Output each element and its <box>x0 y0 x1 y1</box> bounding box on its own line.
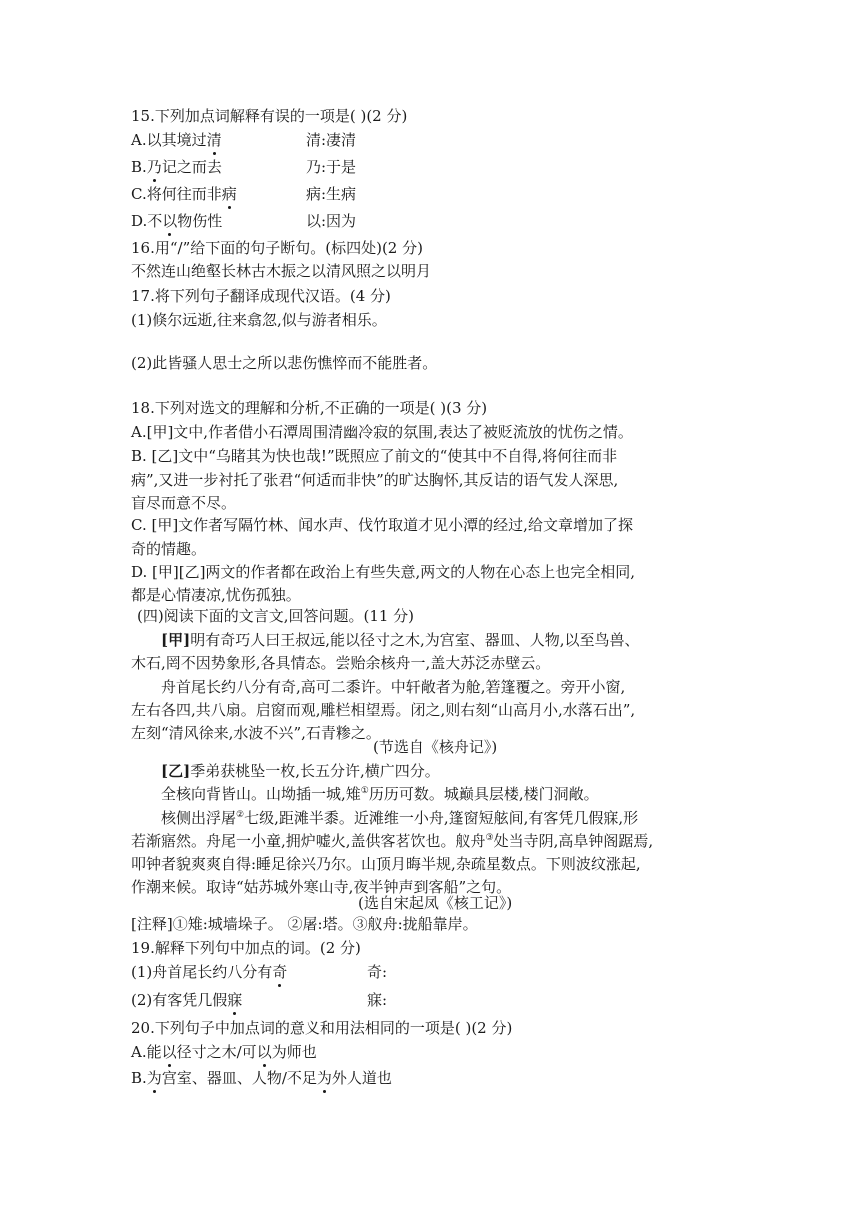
jia-paragraph-2-line2: 左右各四,共八扇。启窗而观,雕栏相望焉。闭之,则右刻“山高月小,水落石出”, <box>131 701 636 719</box>
section4-title: (四)阅读下面的文言文,回答问题。(11 分) <box>137 607 415 625</box>
yi-paragraph-3-line2: 若渐寤然。舟尾一小童,拥炉嘘火,盖供客茗饮也。舣舟③处当寺阴,高阜钟阁踞焉, <box>131 832 654 850</box>
q18-option-b-line1: B. [乙]文中“乌睹其为快也哉!”既照应了前文的“使其中不自得,将何往而非 <box>131 447 618 465</box>
q19-gloss-2: 寐: <box>367 991 388 1009</box>
q19-stem: 19.解释下列句中加点的词。(2 分) <box>131 939 361 957</box>
q18-option-c-line1: C. [甲]文作者写隔竹林、闻水声、伐竹取道才见小潭的经过,给文章增加了探 <box>131 516 633 534</box>
yi-paragraph-2: 全核向背皆山。山坳插一城,雉①历历可数。城巅具层楼,楼门洞敞。 <box>161 785 599 803</box>
yi-paragraph-3-line1: 核侧出浮屠②七级,距滩半黍。近滩维一小舟,篷窗短舷间,有客凭几假寐,形 <box>161 809 639 827</box>
q18-option-a: A.[甲]文中,作者借小石潭周围清幽冷寂的氛围,表达了被贬流放的忧伤之情。 <box>131 423 633 441</box>
jia-paragraph-2-line1: 舟首尾长约八分有奇,高可二黍许。中轩敞者为舱,箬篷覆之。旁开小窗, <box>161 678 626 696</box>
q15-gloss-d: 以:因为 <box>306 212 357 230</box>
q16-text: 不然连山绝壑长林古木振之以清风照之以明月 <box>131 262 432 280</box>
yi-paragraph-1: [乙]季弟获桃坠一枚,长五分许,横广四分。 <box>161 762 440 780</box>
q20-option-a: A.能以径寸之木/可以为师也 <box>131 1043 317 1061</box>
q18-option-d-line1: D. [甲][乙]两文的作者都在政治上有些失意,两文的人物在心态上也完全相同, <box>131 563 635 581</box>
q15-gloss-c: 病:生病 <box>306 185 357 203</box>
jia-label: [甲] <box>161 631 191 649</box>
q17-stem: 17.将下列句子翻译成现代汉语。(4 分) <box>131 287 391 305</box>
q18-option-b-line3: 盲尽而意不尽。 <box>131 494 237 512</box>
q19-sentence-1: (1)舟首尾长约八分有奇 <box>131 963 288 981</box>
q18-option-b-line2: 病”,又进一步衬托了张君“何适而非快”的旷达胸怀,其反诘的语气发人深思, <box>131 471 619 489</box>
q18-stem: 18.下列对选文的理解和分析,不正确的一项是( )(3 分) <box>131 399 488 417</box>
jia-source: (节选自《核舟记》) <box>373 738 498 756</box>
jia-paragraph-1-line2: 木石,罔不因势象形,各具情态。尝贻余核舟一,盖大苏泛赤壁云。 <box>131 654 551 672</box>
q18-option-c-line2: 奇的情趣。 <box>131 540 207 558</box>
q15-option-b: B.乃记之而去 <box>131 158 222 176</box>
q19-gloss-1: 奇: <box>367 963 388 981</box>
q15-option-c: C.将何往而非病 <box>131 185 237 203</box>
yi-paragraph-3-line4: 作潮来候。取诗“姑苏城外寒山寺,夜半钟声到客船”之句。 <box>131 878 512 896</box>
q18-option-d-line2: 都是心情凄凉,忧伤孤独。 <box>131 586 301 604</box>
jia-paragraph-2-line3: 左刻“清风徐来,水波不兴”,石青糁之。 <box>131 724 381 742</box>
q15-gloss-a: 清:凄清 <box>306 131 357 149</box>
note-marker-3: ③ <box>485 833 494 843</box>
q17-sentence-1: (1)倏尔远逝,往来翕忽,似与游者相乐。 <box>131 311 387 329</box>
q15-option-d: D.不以物伤性 <box>131 212 223 230</box>
q17-sentence-2: (2)此皆骚人思士之所以悲伤憔悴而不能胜者。 <box>131 354 438 372</box>
q15-gloss-b: 乃:于是 <box>306 158 357 176</box>
note-marker-1: ① <box>360 786 369 796</box>
q15-stem: 15.下列加点词解释有误的一项是( )(2 分) <box>131 107 408 125</box>
jia-paragraph-1-line1: [甲]明有奇巧人曰王叔远,能以径寸之木,为宫室、器皿、人物,以至鸟兽、 <box>161 631 640 649</box>
yi-source: (选自宋起凤《核工记》) <box>358 894 513 912</box>
q16-stem: 16.用“/”给下面的句子断句。(标四处)(2 分) <box>131 239 423 257</box>
yi-paragraph-3-line3: 叩钟者貌爽爽自得:睡足徐兴乃尔。山顶月晦半规,杂疏星数点。下则波纹涨起, <box>131 855 641 873</box>
q19-sentence-2: (2)有客凭几假寐 <box>131 991 243 1009</box>
q15-option-a: A.以其境过清 <box>131 131 222 149</box>
note-marker-2: ② <box>236 810 245 820</box>
q20-stem: 20.下列句子中加点词的意义和用法相同的一项是( )(2 分) <box>131 1019 513 1037</box>
q20-option-b: B.为宫室、器皿、人物/不足为外人道也 <box>131 1069 392 1087</box>
annotation-notes: [注释]①雉:城墙垛子。 ②屠:塔。③舣舟:拢船靠岸。 <box>131 915 478 933</box>
yi-label: [乙] <box>161 762 191 780</box>
